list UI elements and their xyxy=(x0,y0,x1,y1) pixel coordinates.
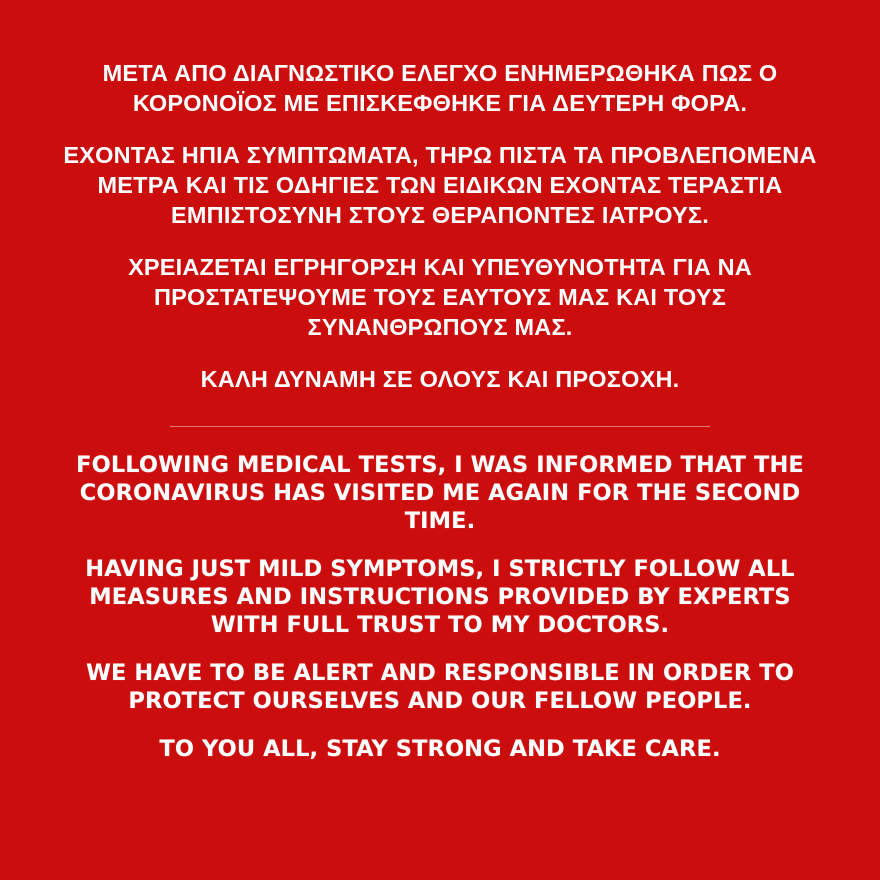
english-paragraph-1: FOLLOWING MEDICAL TESTS, I WAS INFORMED THAT THE CORONAVIRUS HAS VISITED ME AGAIN FOR THE SECOND TIME. xyxy=(76,452,804,534)
greek-paragraph-2: ΕΧΟΝΤΑΣ ΗΠΙΑ ΣΥΜΠΤΩΜΑΤΑ, ΤΗΡΩ ΠΙΣΤΑ ΤΑ ΠΡΟΒΛΕΠΟΜΕΝΑ ΜΕΤΡΑ ΚΑΙ ΤΙΣ ΟΔΗΓΙΕΣ ΤΩΝ ΕΙΔΙΚΩΝ ΕΧΟΝΤΑΣ ΤΕΡΑΣΤΙΑ ΕΜΠΙΣΤΟΣΥΝΗ ΣΤΟΥΣ ΘΕΡΑΠΟΝΤΕΣ ΙΑΤΡΟΥΣ. xyxy=(63,142,817,228)
section-divider xyxy=(170,426,710,427)
greek-paragraph-1: ΜΕΤΑ ΑΠΟ ΔΙΑΓΝΩΣΤΙΚΟ ΕΛΕΓΧΟ ΕΝΗΜΕΡΩΘΗΚΑ ΠΩΣ Ο ΚΟΡΟΝΟΪΟΣ ΜΕ ΕΠΙΣΚΕΦΘΗΚΕ ΓΙΑ ΔΕΥΤΕΡΗ ΦΟΡΑ. xyxy=(102,60,778,116)
english-paragraph-4: TO YOU ALL, STAY STRONG AND TAKE CARE. xyxy=(159,736,721,762)
english-paragraph-2: HAVING JUST MILD SYMPTOMS, I STRICTLY FOLLOW ALL MEASURES AND INSTRUCTIONS PROVIDED BY EXPERTS WITH FULL TRUST TO MY DOCTORS. xyxy=(85,556,795,638)
greek-paragraph-3: ΧΡΕΙΑΖΕΤΑΙ ΕΓΡΗΓΟΡΣΗ ΚΑΙ ΥΠΕΥΘΥΝΟΤΗΤΑ ΓΙΑ ΝΑ ΠΡΟΣΤΑΤΕΨΟΥΜΕ ΤΟΥΣ ΕΑΥΤΟΥΣ ΜΑΣ ΚΑΙ ΤΟΥΣ ΣΥΝΑΝΘΡΩΠΟΥΣ ΜΑΣ. xyxy=(128,254,752,340)
english-paragraph-3: WE HAVE TO BE ALERT AND RESPONSIBLE IN ORDER TO PROTECT OURSELVES AND OUR FELLOW PEOPLE. xyxy=(86,660,794,714)
greek-paragraph-4: ΚΑΛΗ ΔΥΝΑΜΗ ΣΕ ΟΛΟΥΣ ΚΑΙ ΠΡΟΣΟΧΗ. xyxy=(200,366,680,392)
